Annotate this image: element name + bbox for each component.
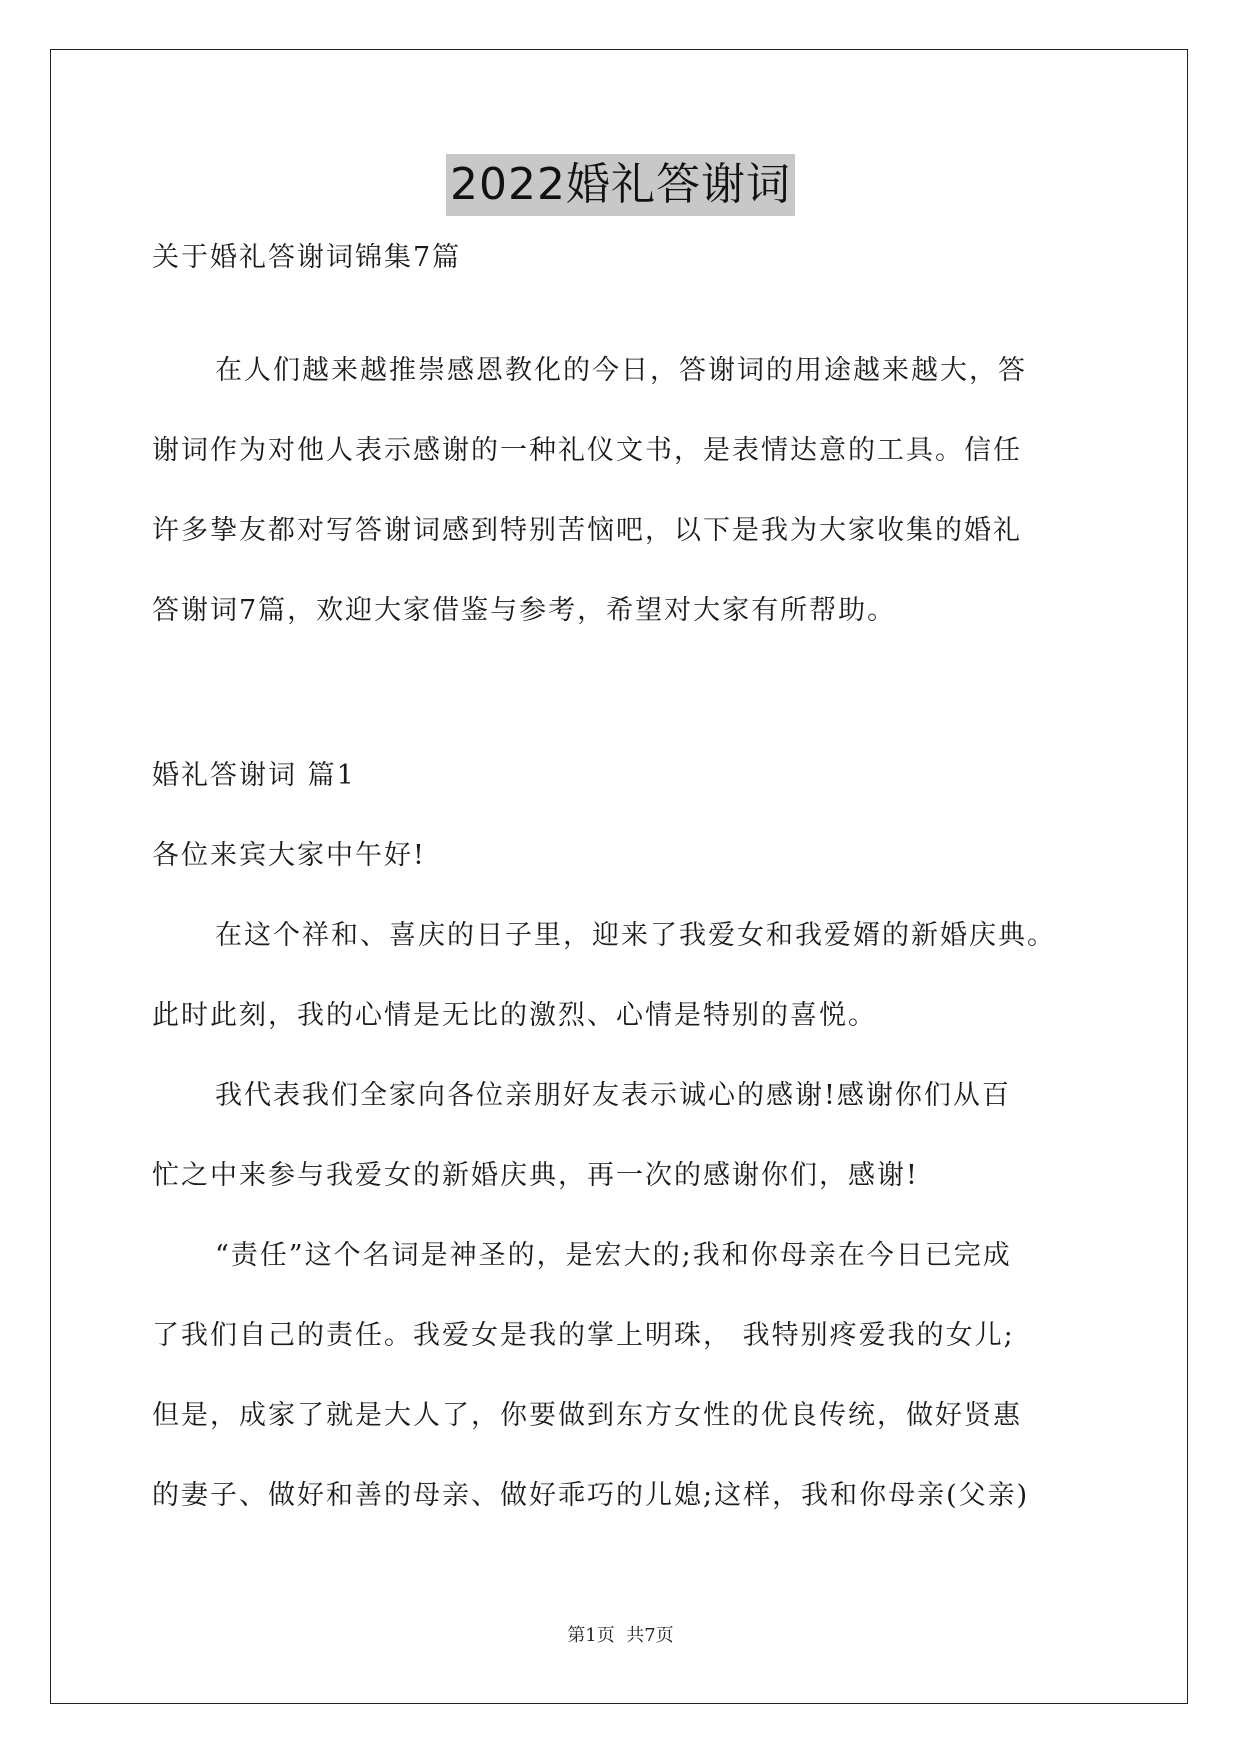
intro-paragraph-line-4: 答谢词7篇，欢迎大家借鉴与参考，希望对大家有所帮助。: [152, 595, 897, 626]
subtitle-line: 关于婚礼答谢词锦集7篇: [152, 242, 462, 273]
intro-paragraph-line-3: 许多挚友都对写答谢词感到特别苦恼吧，以下是我为大家收集的婚礼: [152, 515, 1022, 546]
greeting-line: 各位来宾大家中午好!: [152, 840, 426, 871]
title-container: [0, 154, 1241, 216]
section-heading: 婚礼答谢词 篇1: [152, 760, 356, 791]
intro-paragraph-line-2: 谢词作为对他人表示感谢的一种礼仪文书，是表情达意的工具。信任: [152, 435, 1022, 466]
page-border: [50, 49, 1188, 1704]
document-title: 2022婚礼答谢词: [446, 154, 795, 216]
paragraph-3-line-2: 了我们自己的责任。我爱女是我的掌上明珠， 我特别疼爱我的女儿;: [152, 1320, 1015, 1351]
paragraph-3-line-1: “责任”这个名词是神圣的，是宏大的;我和你母亲在今日已完成: [215, 1240, 1012, 1271]
page-number-footer: 第1页 共7页: [567, 1625, 674, 1646]
paragraph-2-line-2: 忙之中来参与我爱女的新婚庆典，再一次的感谢你们，感谢!: [152, 1160, 919, 1191]
paragraph-1-line-2: 此时此刻，我的心情是无比的激烈、心情是特别的喜悦。: [152, 1000, 877, 1031]
paragraph-3-line-4: 的妻子、做好和善的母亲、做好乖巧的儿媳;这样，我和你母亲(父亲): [152, 1480, 1030, 1511]
paragraph-3-line-3: 但是，成家了就是大人了，你要做到东方女性的优良传统，做好贤惠: [152, 1400, 1022, 1431]
intro-paragraph-line-1: 在人们越来越推崇感恩教化的今日，答谢词的用途越来越大，答: [215, 355, 1027, 386]
paragraph-2-line-1: 我代表我们全家向各位亲朋好友表示诚心的感谢!感谢你们从百: [215, 1080, 1011, 1111]
paragraph-1-line-1: 在这个祥和、喜庆的日子里，迎来了我爱女和我爱婿的新婚庆典。: [215, 920, 1056, 951]
